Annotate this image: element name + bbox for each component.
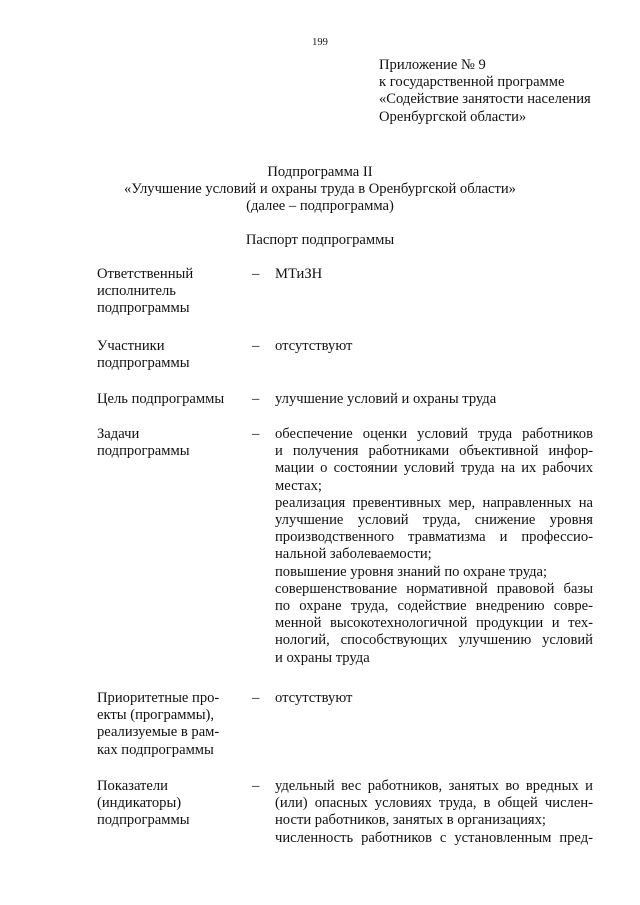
value-line: улучшение условий труда, снижение уровня: [275, 512, 593, 529]
value-line: улучшение условий и охраны труда: [275, 391, 497, 407]
row-value: [275, 391, 593, 408]
label-line: исполнитель: [97, 283, 176, 300]
row-value: [275, 690, 593, 707]
value-line: и получения работниками объективной инфор-: [275, 443, 593, 460]
row-label: [97, 778, 242, 830]
value-line: совершенствование нормативной правовой базы: [275, 580, 593, 597]
value-line: и охраны труда: [275, 649, 370, 666]
label-line: реализуемые в рам-: [97, 724, 220, 741]
value-line: МТиЗН: [275, 266, 323, 282]
value-line: местах;: [275, 477, 322, 494]
appendix-line: Оренбургской области»: [379, 108, 527, 125]
value-line: обеспечение оценки условий труда работников: [275, 426, 593, 442]
value-line: нальной заболеваемости;: [275, 546, 432, 563]
value-line: менной высокотехнологичной продукции и тех-: [275, 615, 593, 632]
value-line: нологий, способствующих улучшению условий: [275, 632, 593, 649]
value-line: мации о состоянии условий труда на их рабочих: [275, 460, 593, 477]
row-label: [97, 690, 242, 759]
value-line: (или) опасных условиях труда, в общей числен-: [275, 795, 593, 812]
appendix-line: Приложение № 9: [379, 57, 486, 73]
row-label: [97, 266, 242, 318]
row-value: [275, 266, 593, 283]
subprogram-title-line: Подпрограмма II: [267, 164, 373, 180]
value-line: реализация превентивных мер, направленных на: [275, 494, 593, 511]
value-line: численность работников с установленным пред-: [275, 829, 593, 846]
value-line: отсутствуют: [275, 690, 353, 706]
label-line: ках подпрограммы: [97, 741, 214, 758]
row-value: [275, 338, 593, 355]
label-line: Задачи: [97, 426, 140, 442]
value-line: повышение уровня знаний по охране труда;: [275, 563, 548, 580]
label-line: Показатели: [97, 778, 168, 794]
label-line: Ответственный: [97, 266, 194, 282]
row-label: [97, 338, 242, 372]
page-number: 199: [312, 37, 328, 48]
appendix-line: «Содействие занятости населения: [379, 91, 591, 108]
row-dash: –: [252, 338, 260, 354]
row-label: [97, 391, 242, 408]
subprogram-title-line: «Улучшение условий и охраны труда в Оренбургской области»: [124, 181, 516, 198]
value-line: по охране труда, содействие внедрению совре-: [275, 598, 593, 615]
subprogram-title-line: (далее – подпрограмма): [246, 198, 394, 215]
label-line: екты (программы),: [97, 707, 215, 724]
row-dash: –: [252, 391, 260, 407]
value-line: отсутствуют: [275, 338, 353, 354]
label-line: подпрограммы: [97, 443, 190, 460]
label-line: Приоритетные про-: [97, 690, 220, 706]
label-line: Участники: [97, 338, 165, 354]
row-dash: –: [252, 266, 260, 282]
value-line: ности работников, занятых в организациях;: [275, 812, 546, 829]
label-line: (индикаторы): [97, 795, 182, 812]
appendix-line: к государственной программе: [379, 74, 565, 91]
row-value: [275, 426, 593, 667]
value-line: производственного травматизма и профессио-: [275, 529, 593, 546]
label-line: подпрограммы: [97, 300, 190, 317]
subprogram-title: [0, 164, 640, 216]
row-dash: –: [252, 690, 260, 706]
row-label: [97, 426, 242, 460]
row-dash: –: [252, 426, 260, 442]
label-line: Цель подпрограммы: [97, 391, 225, 407]
row-dash: –: [252, 778, 260, 794]
value-line: удельный вес работников, занятых во вредных и: [275, 778, 593, 794]
passport-title: Паспорт подпрограммы: [245, 232, 395, 248]
label-line: подпрограммы: [97, 355, 190, 372]
label-line: подпрограммы: [97, 812, 190, 829]
row-value: [275, 778, 593, 847]
appendix-reference: [379, 57, 634, 126]
